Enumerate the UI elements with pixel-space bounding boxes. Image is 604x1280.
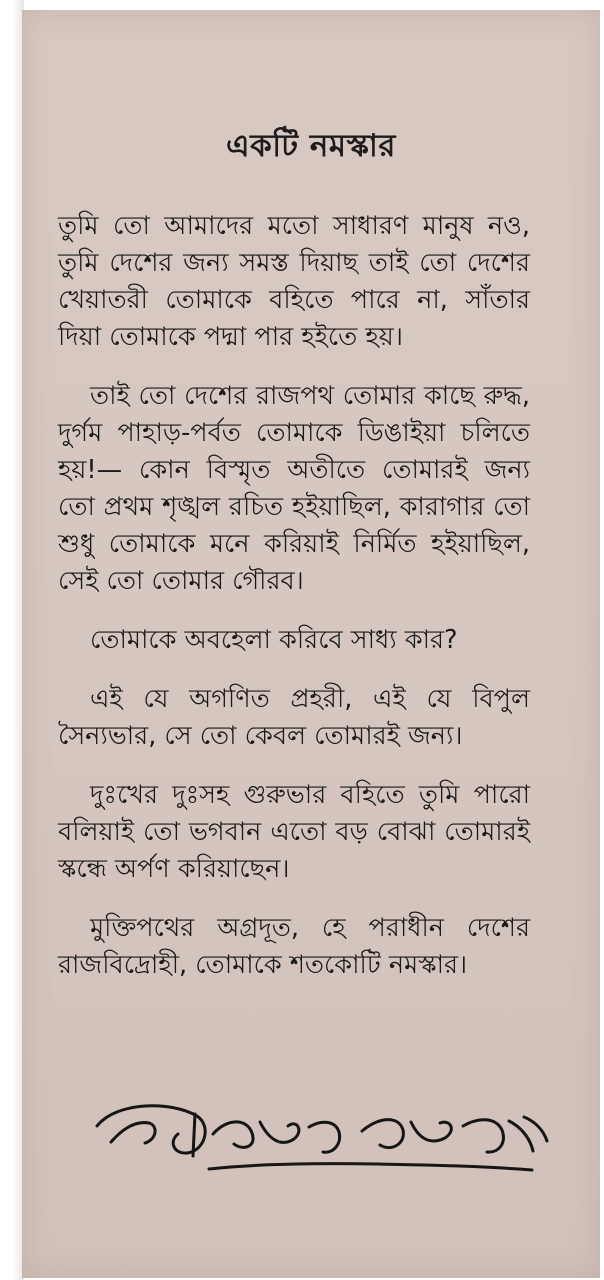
paragraph-6: মুক্তিপথের অগ্রদূত, হে পরাধীন দেশের রাজবিদ্রোহী, তোমাকে শতকোটি নমস্কার। bbox=[58, 913, 530, 980]
document-title: একটি নমস্কার bbox=[226, 128, 396, 164]
paragraph-2: তাই তো দেশের রাজপথ তোমার কাছে রুদ্ধ, দুর্গম পাহাড়-পর্বত তোমাকে ডিঙাইয়া চলিতে হয়!— কোন বিস্মৃত অতীতে তোমারই জন্য তো প্রথম শৃঙ্খল রচিত হইয়াছিল, কারাগার তো শুধু তোমাকে মনে করিয়াই নির্মিত হইয়াছিল, সেই তো তোমার গৌরব। bbox=[58, 381, 530, 596]
paragraph-3: তোমাকে অবহেলা করিবে সাধ্য কার? bbox=[90, 625, 458, 655]
signature-icon bbox=[77, 1096, 557, 1186]
paragraph-5: দুঃখের দুঃসহ গুরুভার বহিতে তুমি পারো বলিয়াই তো ভগবান এতো বড় বোঝা তোমারই স্কন্ধে অর্পণ করিয়াছেন। bbox=[58, 780, 530, 884]
paragraph-4: এই যে অগণিত প্রহরী, এই যে বিপুল সৈন্যভার, সে তো কেবল তোমারই জন্য। bbox=[58, 684, 530, 751]
document-body bbox=[58, 208, 530, 1006]
paragraph-1: তুমি তো আমাদের মতো সাধারণ মানুষ নও, তুমি দেশের জন্য সমস্ত দিয়াছ তাই তো দেশের খেয়াতরী তোমাকে বহিতে পারে না, সাঁতার দিয়া তোমাকে পদ্মা পার হইতে হয়। bbox=[58, 211, 530, 352]
handwritten-signature bbox=[77, 1096, 557, 1186]
printed-card bbox=[22, 10, 600, 1278]
